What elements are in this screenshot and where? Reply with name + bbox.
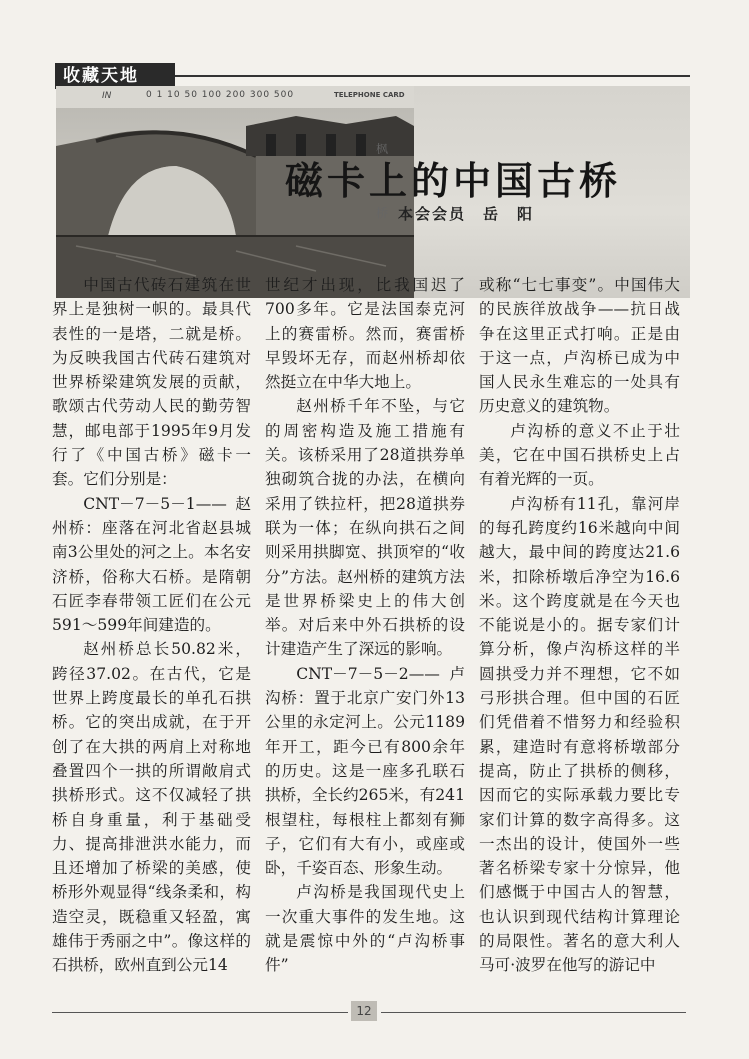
section-tag: 收藏天地: [55, 63, 175, 89]
column-3: [479, 273, 680, 978]
card-in-label: IN: [102, 91, 112, 101]
card-telephone-label: TELEPHONE CARD: [334, 91, 405, 99]
footer-rule-left: [52, 1012, 348, 1013]
paragraph: CNT－7－5－2——卢沟桥：置于北京广安门外13公里的永定河上。公元1189年开工，距今已有800余年的历史。这是一座多孔联石拱桥，全长约265米，有241根望柱，每根柱上都刻有狮子，它们有大有小，或座或卧，千姿百态、形象生动。: [265, 664, 465, 878]
column-1: [52, 273, 251, 978]
paragraph: 赵州桥总长50.82米，跨径37.02。在古代，它是世界上跨度最长的单孔石拱桥。它的突出成就，在于开创了在大拱的两肩上对称地叠置四个一拱的所谓敞肩式拱桥形式。这不仅减轻了拱桥自身重量，利于基础受力、提高排泄洪水能力，而且还增加了桥梁的美感，使桥形外观显得“线条柔和，构造空灵，既稳重又轻盈，寓雄伟于秀丽之中”。像这样的石拱桥，欧州直到公元14: [52, 640, 251, 975]
page-number: 12: [351, 1001, 377, 1021]
author-byline: 本会会员 岳 阳: [398, 205, 535, 223]
header-rule: [175, 75, 690, 77]
paragraph: 或称“七七事变”。中国伟大的民族徉放战争——抗日战争在这里正式打响。正是由于这一点，卢沟桥已成为中国人民永生难忘的一处具有历史意义的建筑物。: [479, 276, 680, 416]
paragraph: 赵州桥千年不坠，与它的周密构造及施工措施有关。该桥采用了28道拱券单独砌筑合拢的办法，在横向采用了铁拉杆，把28道拱券联为一体；在纵向拱石之间则采用拱脚宽、拱顶窄的“收分”方法。赵州桥的建筑方法是世界桥梁史上的伟大创举。对后来中外石拱桥的设计建造产生了深远的影响。: [265, 397, 465, 659]
title-ornament: 枫: [376, 142, 389, 156]
footer-rule-right: [381, 1012, 686, 1013]
paragraph: 卢沟桥的意义不止于壮美，它在中国石拱桥史上占有着光辉的一页。: [479, 421, 680, 489]
paragraph: 中国古代砖石建筑在世界上是独树一帜的。最具代表性的一是塔，二就是桥。为反映我国古代砖石建筑对世界桥梁建筑发展的贡献，歌颂古代劳动人民的勤劳智慧，邮电部于1995年9月发行了《中国古桥》磁卡一套。它们分别是：: [52, 276, 251, 489]
author-ornament: 桥: [376, 206, 389, 220]
paragraph: CNT－7－5－1——赵州桥：座落在河北省赵县城南3公里处的河之上。本名安济桥，俗称大石桥。是隋朝石匠李春带领工匠们在公元591～599年间建造的。: [52, 494, 251, 635]
paragraph: 卢沟桥有11孔，靠河岸的每孔跨度约16米越向中间越大，最中间的跨度达21.6米，扣除桥墩后净空为16.6米。这个跨度就是在今天也不能说是小的。据专家们计算分析，像卢沟桥这样的半圆拱受力并不理想，它不如弓形拱合理。但中国的石匠们凭借着不惜努力和经验积累，建造时有意将桥墩部分提高，防止了拱桥的侧移，因而它的实际承载力要比专家们计算的数字高得多。这一杰出的设计，使国外一些著名桥梁专家十分惊异，他们感慨于中国古人的智慧，也认识到现代结构计算理论的局限性。著名的意大利人马可·波罗在他写的游记中: [479, 494, 680, 975]
column-2: [265, 273, 465, 978]
article-title: 磁卡上的中国古桥: [285, 159, 622, 203]
paragraph: 世纪才出现，比我国迟了700多年。它是法国泰克河上的赛雷桥。然而，赛雷桥早毁坏无存，而赵州桥却依然挺立在中华大地上。: [265, 276, 465, 392]
card-scale: 0 1 10 50 100 200 300 500: [146, 90, 295, 100]
paragraph: 卢沟桥是我国现代史上一次重大事件的发生地。这就是震惊中外的“卢沟桥事件”: [265, 883, 465, 975]
